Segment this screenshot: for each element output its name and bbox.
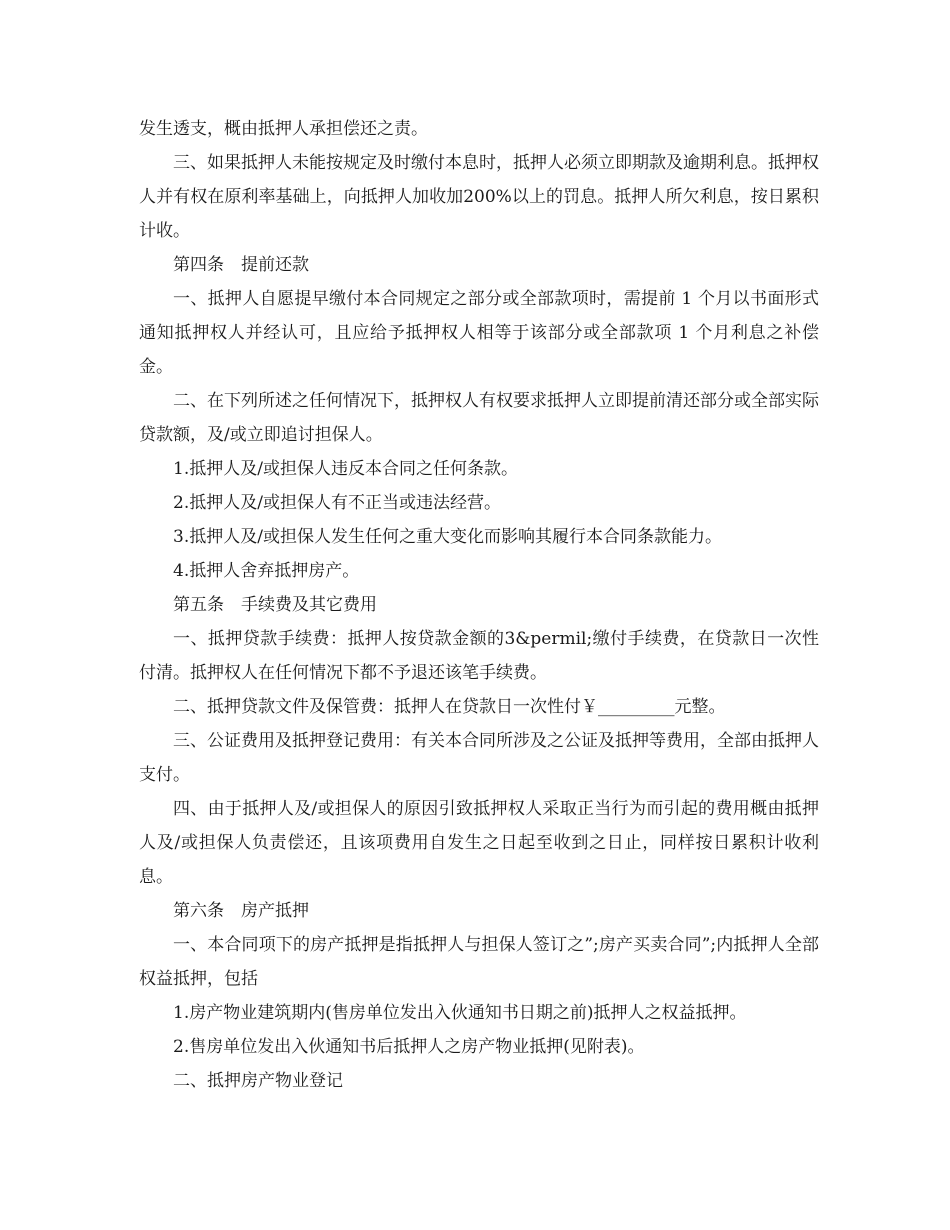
paragraph-notary-fee: 三、公证费用及抵押登记费用：有关本合同所涉及之公证及抵押等费用，全部由抵押人支付。 (139, 731, 819, 785)
list-item-construction-period: 1.房产物业建筑期内(售房单位发出入伙通知书日期之前)抵押人之权益抵押。 (173, 1003, 747, 1023)
paragraph-property-mortgage: 一、本合同项下的房产抵押是指抵押人与担保人签订之”;房产买卖合同”;内抵押人全部权益抵押，包括 (139, 935, 819, 989)
paragraph-clause-3-penalty: 三、如果抵押人未能按规定及时缴付本息时，抵押人必须立即期款及逾期利息。抵押权人并有权在原利率基础上，向抵押人加收加200%以上的罚息。抵押人所欠利息，按日累积计收。 (139, 153, 819, 241)
paragraph-legal-costs: 四、由于抵押人及/或担保人的原因引致抵押权人采取正当行为而引起的费用概由抵押人及/或担保人负责偿还，且该项费用自发生之日起至收到之日止，同样按日累积计收利息。 (139, 799, 819, 887)
paragraph-property-registration: 二、抵押房产物业登记 (173, 1071, 343, 1091)
list-item-4: 4.抵押人舍弃抵押房产。 (173, 561, 360, 581)
list-item-after-occupancy: 2.售房单位发出入伙通知书后抵押人之房产物业抵押(见附表)。 (173, 1037, 645, 1057)
paragraph-early-repayment-notice: 一、抵押人自愿提早缴付本合同规定之部分或全部款项时，需提前 1 个月以书面形式通知抵押权人并经认可，且应给予抵押权人相等于该部分或全部款项 1 个月利息之补偿金。 (139, 289, 819, 377)
list-item-3: 3.抵押人及/或担保人发生任何之重大变化而影响其履行本合同条款能力。 (173, 527, 722, 547)
list-item-1: 1.抵押人及/或担保人违反本合同之任何条款。 (173, 459, 518, 479)
paragraph-early-repayment-demand: 二、在下列所述之任何情况下，抵押权人有权要求抵押人立即提前清还部分或全部实际贷款额，及/或立即追讨担保人。 (139, 391, 819, 445)
list-item-2: 2.抵押人及/或担保人有不正当或违法经营。 (173, 493, 501, 513)
article-5-heading: 第五条 手续费及其它费用 (173, 595, 377, 615)
document-body (139, 112, 819, 1098)
article-4-heading: 第四条 提前还款 (173, 255, 309, 275)
paragraph-continuation: 发生透支，概由抵押人承担偿还之责。 (139, 119, 428, 139)
article-6-heading: 第六条 房产抵押 (173, 901, 309, 921)
paragraph-custody-fee: 二、抵押贷款文件及保管费：抵押人在贷款日一次性付￥_________元整。 (173, 697, 726, 717)
paragraph-handling-fee: 一、抵押贷款手续费：抵押人按贷款金额的3&permil;缴付手续费，在贷款日一次性付清。抵押权人在任何情况下都不予退还该笔手续费。 (139, 629, 819, 683)
